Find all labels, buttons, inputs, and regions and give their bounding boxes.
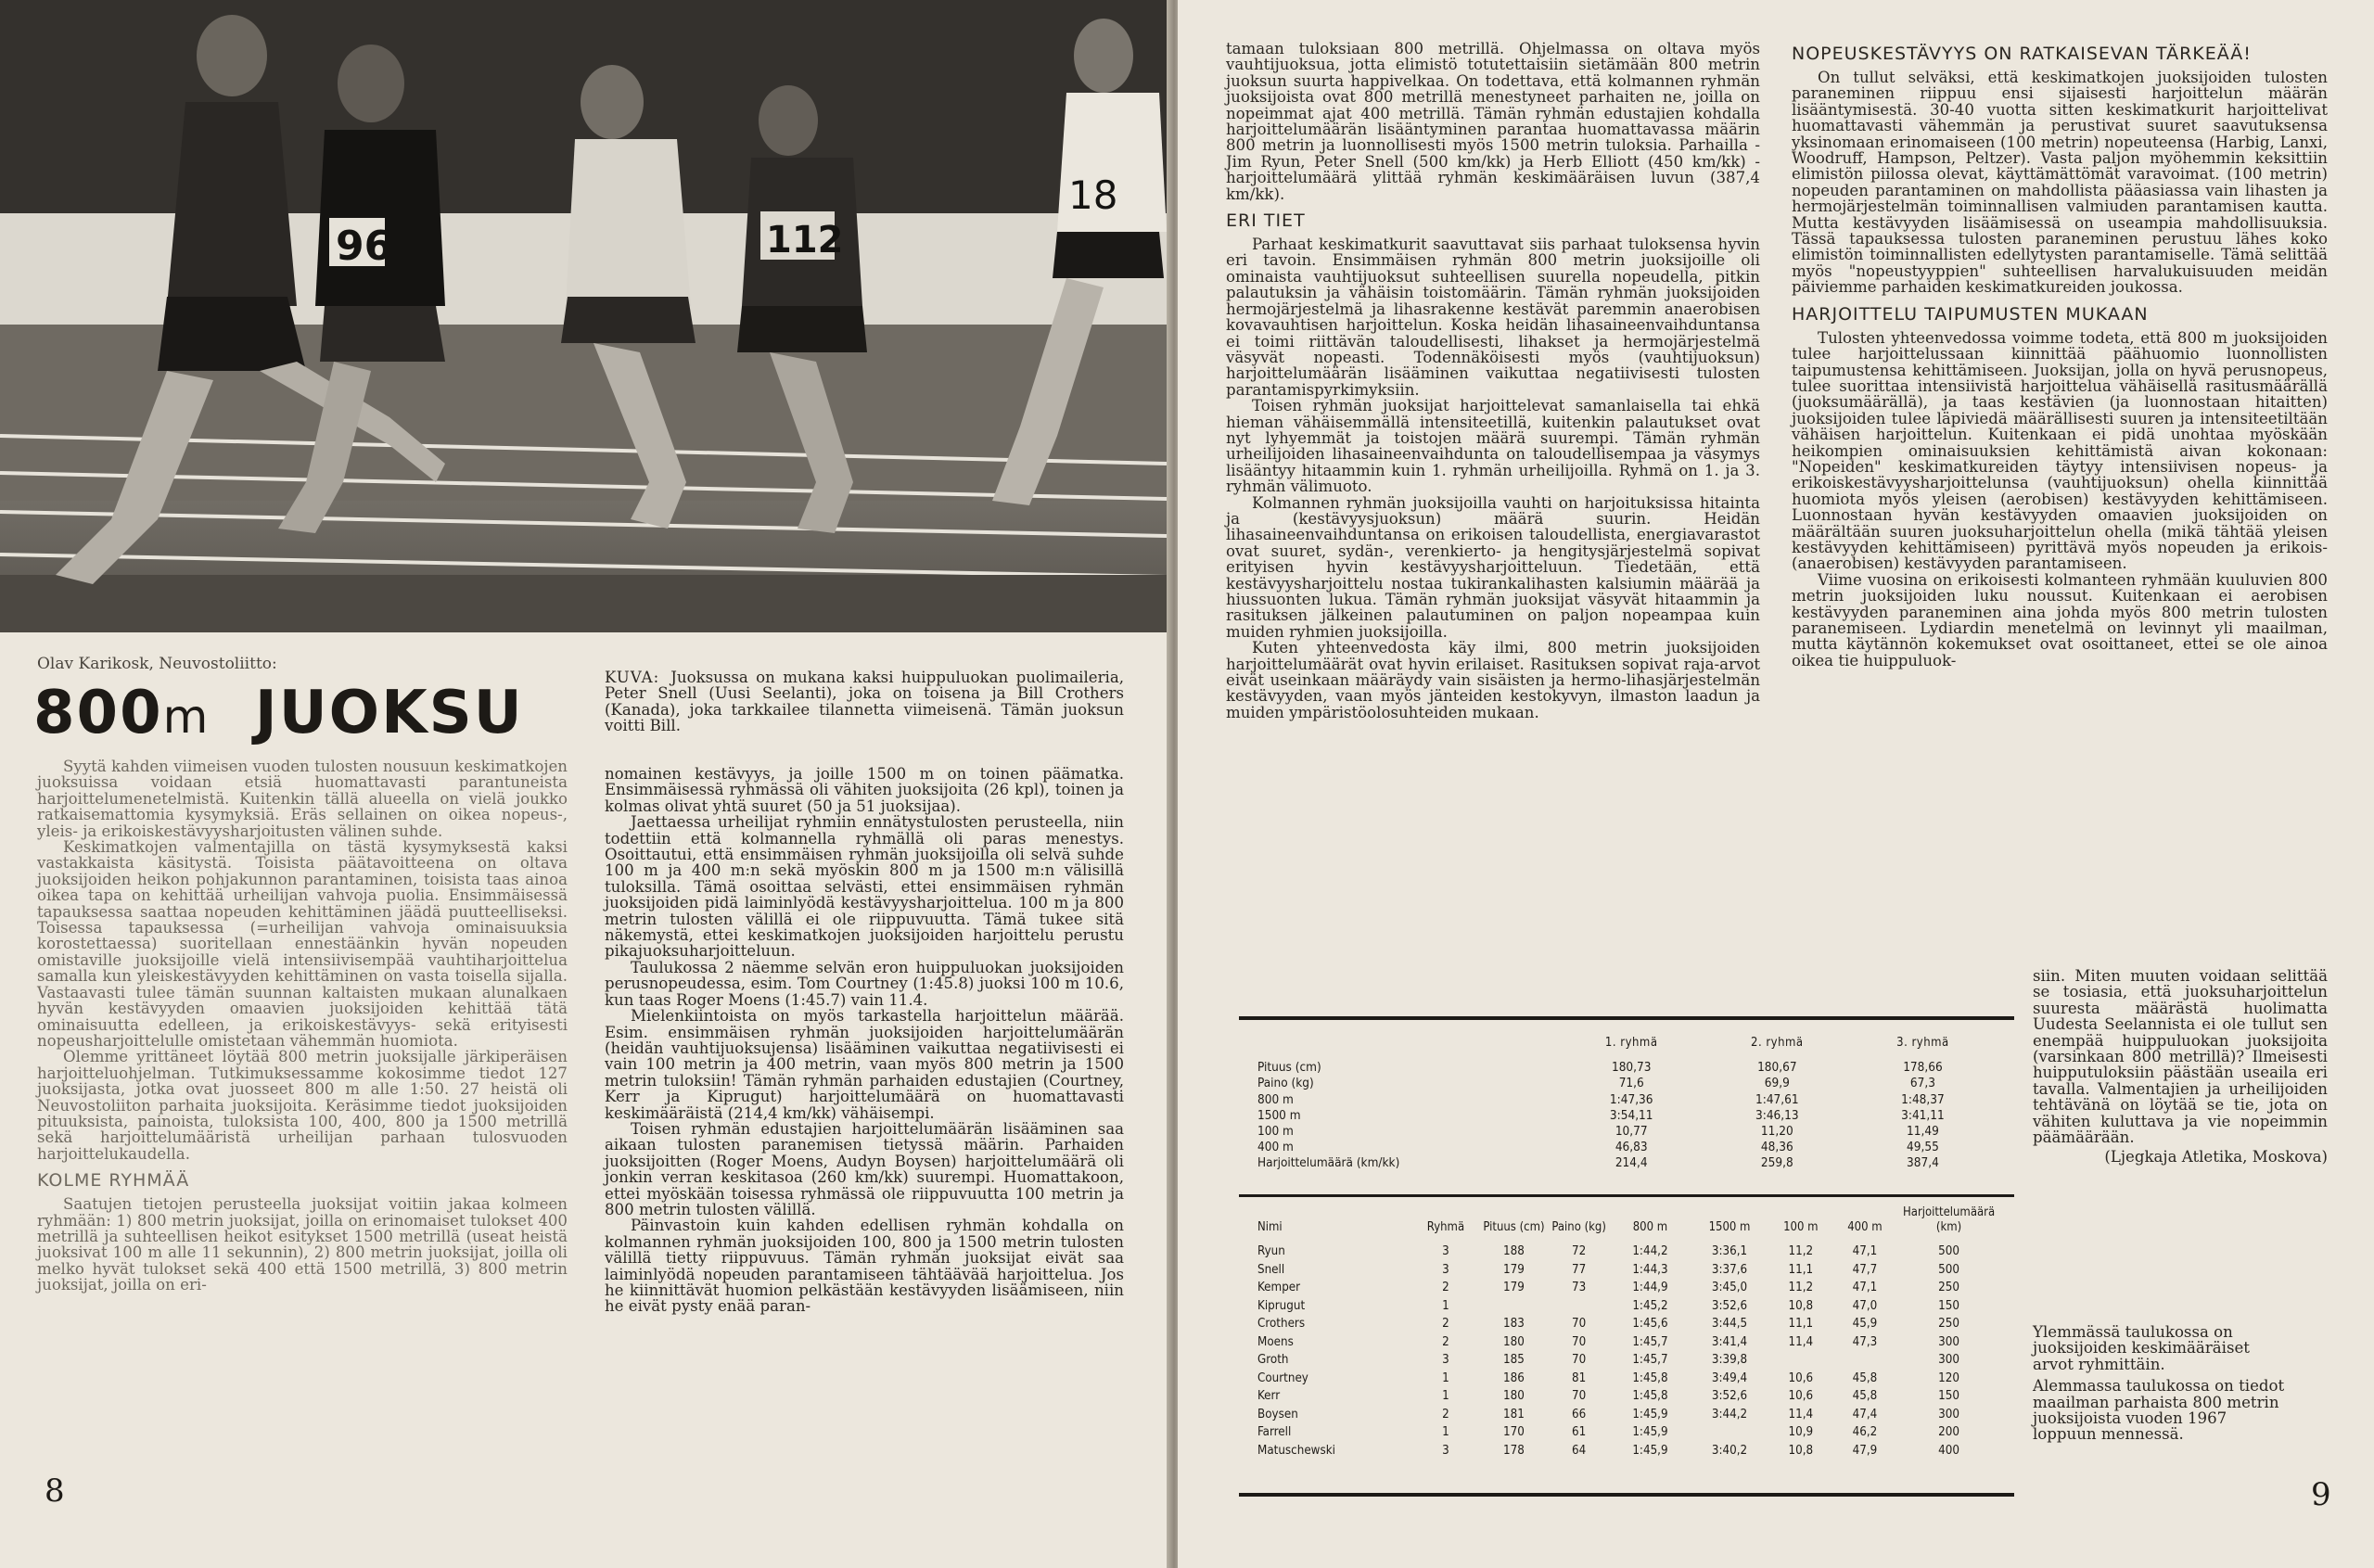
table-row xyxy=(1257,1423,1999,1442)
table-cell: 11,20 xyxy=(1760,1124,1793,1140)
table-cell: 1:45,8 xyxy=(1632,1389,1668,1403)
table-header-cell: Nimi xyxy=(1257,1220,1283,1234)
paragraph: Viime vuosina on erikoisesti kolmanteen ryhmään kuuluvien 800 metrin juoksijoiden luku noussut. Kuitenkaan ei aerobisen kestävyyden paraneminen aina johda myös 800 metrin tulosten paranemiseen. Lydiardin menetelmä on levinnyt yli maailman, mutta käytännön kokemukset ovat osoittaneet, ettei se ole ainoa oikea tie huippuluok- xyxy=(1792,570,2328,669)
table-cell: 3:41,11 xyxy=(1901,1107,1945,1123)
paragraph: tamaan tuloksiaan 800 metrillä. Ohjelmassa on oltava myös vauhtijuoksua, jotta elimistö totutettaisiin sietämään 800 metrin juoksun suurta happivelkaa. On todettava, että kolmannen ryhmän juoksijoista ovat 800 metrillä menestyneet parhaiten ne, joilla on nopeimmat ajat 400 metrillä. Tämän ryhmän edustajien kohdalla harjoittelumäärän lisääntyminen parantaa huomattavassa määrin 800 metrin ja luonnollisesti myös 1500 metrin tuloksia. Parhailla - Jim Ryun, Peter Snell (500 km/kk) ja Herb Elliott (450 km/kk) - harjoittelumäärä ylittää ryhmän keskimääräisen luvun (387,4 km/kk). xyxy=(1226,40,1760,203)
table-cell: Matuschewski xyxy=(1257,1443,1335,1458)
table-cell: 2 xyxy=(1442,1407,1449,1421)
byline: Olav Karikosk, Neuvostoliitto: xyxy=(37,655,277,673)
section-heading: NOPEUSKESTÄVYYS ON RATKAISEVAN TÄRKEÄÄ! xyxy=(1792,44,2252,64)
table-cell: 11,4 xyxy=(1788,1407,1814,1421)
table-cell: 500 xyxy=(1938,1244,1959,1258)
table-cell: 46,2 xyxy=(1852,1425,1878,1439)
paragraph: Toisen ryhmän edustajien harjoittelumäärän lisääminen saa aikaan tulosten paranemisen tietyssä määrin. Parhaiden juoksijoitten (Roger Moens, Audyn Boysen) harjoittelumäärä oli jonkin verran keskitasoa (260 km/kk) suurempi. Huomattakoon, ettei myöskään toisessa ryhmässä ole riippuvuutta 100 metrin ja 800 metrin tulosten välillä. xyxy=(605,1119,1124,1218)
table-cell: Kerr xyxy=(1257,1389,1281,1403)
table-cell: 47,1 xyxy=(1852,1244,1878,1258)
table-cell: 387,4 xyxy=(1907,1155,1939,1171)
table-rule-middle xyxy=(1239,1194,2014,1197)
table-cell: 1:45,6 xyxy=(1632,1317,1668,1331)
table-cell: 10,6 xyxy=(1788,1389,1814,1403)
table-cell: 1 xyxy=(1442,1370,1449,1385)
table-cell: Harjoittelumäärä (km/kk) xyxy=(1257,1155,1400,1171)
table-row xyxy=(1257,1315,1999,1333)
table-cell: 70 xyxy=(1572,1317,1587,1331)
table-cell: Boysen xyxy=(1257,1407,1298,1421)
table-cell xyxy=(1481,1297,1546,1316)
table-cell: Pituus (cm) xyxy=(1257,1060,1321,1076)
table-cell: 1:47,36 xyxy=(1609,1091,1653,1107)
table-row xyxy=(1257,1442,1999,1460)
table-row xyxy=(1257,1060,1996,1076)
table-cell: 180,67 xyxy=(1757,1060,1797,1076)
table-cell: 179 xyxy=(1503,1281,1525,1294)
table-cell: Farrell xyxy=(1257,1425,1292,1439)
table-cell: 11,1 xyxy=(1788,1262,1814,1277)
table-cell: 500 xyxy=(1938,1262,1959,1277)
paragraph: On tullut selväksi, että keskimatkojen juoksijoiden tulosten paraneminen riippuu ensi sijaisesti harjoittelun määrän lisääntymisestä. 30-40 vuotta sitten keskimatkurit harjoittelivat huomattavasti vähemmän ja perustivat suuret saavutuksensa yksinomaan erinomaiseen (100 metrin) nopeuteensa (Harbig, Lanxi, Woodruff, Hampson, Peltzer). Vasta paljon myöhemmin keksittiin elimistön piilossa olevat, käyttämättömät varavoimat. (100 metrin) nopeuden parantaminen on mahdollista pääasiassa vain lihasten ja hermojärjestelmän toiminnallisen valmiuden parantamisen kautta. Mutta kestävyyden lisäämisessä on useampia mahdollisuuksia. Tässä tapauksessa tulosten paraneminen perustuu lähes koko elimistön toiminnallisten edellytysten parantamiselle. Tämä selittää myös "nopeustyyppien" suhteellisen harvalukuisuuden meidän päiviemme parhaiden keskimatkureiden joukossa. xyxy=(1792,69,2328,297)
paragraph: Syytä kahden viimeisen vuoden tulosten nousuun keskimatkojen juoksuissa voidaan etsiä huomattavasti parantuneista harjoittelumenetelmistä. Kuitenkin tällä alueella on vielä joukko ratkaisemattomia kysymyksiä. Eräs sellainen on oikea nopeus-, yleis- ja erikoiskestävyysharjoitusten välinen suhde. xyxy=(37,758,568,840)
table-cell: 1:44,3 xyxy=(1632,1262,1668,1277)
table-cell: 1:45,2 xyxy=(1632,1298,1668,1313)
table-cell: 47,4 xyxy=(1852,1407,1878,1421)
table-cell: 186 xyxy=(1503,1370,1525,1385)
caption-text: Juoksussa on mukana kaksi huippuluokan puolimaileria, Peter Snell (Uusi Seelanti), joka on toisena ja Bill Crothers (Kanada), joka tarkkailee tilannetta viimeisenä. Tämän juoksun voitti Bill. xyxy=(605,669,1124,735)
page-number: 9 xyxy=(2311,1476,2331,1513)
table-cell xyxy=(1832,1351,1898,1370)
table-cell: Paino (kg) xyxy=(1257,1076,1314,1091)
bib-112: 112 xyxy=(766,219,844,261)
table-row xyxy=(1257,1297,1999,1316)
table-cell: 3:36,1 xyxy=(1711,1244,1748,1258)
paragraph: Toisen ryhmän juoksijat harjoittelevat samanlaisella tai ehkä hieman vähäisemmällä intensiteetillä, kuitenkin palautukset ovat nyt lyhyemmät ja toistojen määrä suurempi. Tämän ryhmän urheilijoiden lihasaineenvaihdunta on taloudellisempaa ja väsymys lisääntyy hitaammin kuin 1. ryhmän urheilijoilla. Ryhmä on 1. ja 3. ryhmän välimuoto. xyxy=(1226,397,1760,496)
table-cell: 70 xyxy=(1572,1334,1587,1349)
runners-image xyxy=(0,0,1167,632)
table-header-cell: 400 m xyxy=(1847,1220,1883,1234)
table-row xyxy=(1257,1351,1999,1370)
table-cell: 150 xyxy=(1938,1389,1959,1403)
table-rule-top xyxy=(1239,1016,2014,1020)
table-cell: Groth xyxy=(1257,1353,1289,1367)
table-cell: 1:47,61 xyxy=(1755,1091,1799,1107)
title-number: 800 xyxy=(33,679,163,747)
table-cell: 100 m xyxy=(1257,1124,1294,1140)
section-heading: HARJOITTELU TAIPUMUSTEN MUKAAN xyxy=(1792,303,2149,325)
table-cell: Ryun xyxy=(1257,1244,1285,1258)
table-cell: 67,3 xyxy=(1909,1076,1935,1091)
table-header-cell: Harjoittelumäärä (km) xyxy=(1902,1205,1996,1234)
table-cell: 250 xyxy=(1938,1281,1959,1294)
table-cell: 3:52,6 xyxy=(1711,1389,1748,1403)
paragraph: Keskimatkojen valmentajilla on tästä kysymyksestä kaksi vastakkaista käsitystä. Toisista päätavoitteena on oltava juoksijoiden heikon pohjakunnon parantaminen, toisista taas ainoa oikea tapa on kehittää urheilijan vahvoja puolia. Ensimmäisessä tapauksessa saattaa nopeuden kehittäminen jäädä puutteelliseksi. Toisessa tapauksessa (=urheilijan vahvoja ominaisuuksia korostettaessa) suoritellaan ennestäänkin hyvän nopeuden omistaville juoksijoille vielä intensiivisempää vauhtiharjoittelua samalla kun yleiskestävyyden kehittäminen on vasta toisella sijalla. Vastaavasti tulee tämän suunnan kaltaisten mukaan alunalkaen hyvän kestävyyden omaavien juoksijoiden kehittää tätä ominaisuutta edelleen, ja erikoiskestävyys- sekä erityisesti nopeusharjoittelulle omistetaan vähemmän huomiota. xyxy=(37,838,568,1050)
table-cell: 61 xyxy=(1572,1425,1587,1439)
table-cell: 1:48,37 xyxy=(1901,1091,1945,1107)
table-cell: 3:49,4 xyxy=(1711,1370,1748,1385)
table-cell: 2 xyxy=(1442,1281,1449,1294)
table-cell: 400 m xyxy=(1257,1140,1294,1155)
table-row xyxy=(1257,1333,1999,1352)
table-row xyxy=(1257,1279,1999,1297)
table-cell: 45,9 xyxy=(1852,1317,1878,1331)
table-cell: 10,6 xyxy=(1788,1370,1814,1385)
table-header-cell: 1. ryhmä xyxy=(1604,1036,1658,1050)
paragraph: Olemme yrittäneet löytää 800 metrin juoksijalle järkiperäisen harjoitteluohjelman. Tutkimuksessamme kokosimme tiedot 127 juoksijasta, jotka ovat juosseet 800 m alle 1:50. 27 heistä oli Neuvostoliiton parhaita juoksijoita. Keräsimme tiedot juoksijoiden pituuksista, painoista, tuloksista 100, 400, 800 ja 1500 metrillä sekä harjoittelumääristä urheilijan parhaan tulosvuoden harjoittelukaudella. xyxy=(37,1048,568,1163)
table-cell: 170 xyxy=(1503,1425,1525,1439)
table-cell: 3:46,13 xyxy=(1755,1107,1799,1123)
table-cell: 400 xyxy=(1938,1443,1959,1458)
table-header-cell: Pituus (cm) xyxy=(1483,1220,1545,1234)
table-cell: Snell xyxy=(1257,1262,1285,1277)
table-cell: 1:45,8 xyxy=(1632,1370,1668,1385)
table-header-cell: 1500 m xyxy=(1708,1220,1751,1234)
table-cell: Crothers xyxy=(1257,1317,1306,1331)
paragraph: Taulukossa 2 näemme selvän eron huippuluokan juoksijoiden perusnopeudessa, esim. Tom Courtney (1:45.8) juoksi 100 m 10.6, kun taas Roger Moens (1:45.7) vain 11.4. xyxy=(605,958,1124,1009)
table-cell: 11,2 xyxy=(1788,1281,1814,1294)
table-cell: 71,6 xyxy=(1618,1076,1644,1091)
table-cell: 47,7 xyxy=(1852,1262,1878,1277)
table-cell: 3 xyxy=(1442,1443,1449,1458)
table-cell: 46,83 xyxy=(1615,1140,1648,1155)
paragraph: Kolmannen ryhmän juoksijoilla vauhti on harjoituksissa hitainta ja (kestävyysjuoksun) määrä suurin. Heidän lihasaineenvaihduntansa on erikoisen taloudellista, energiavarastot ovat suuret, sydän-, verenkierto- ja hengitysjärjestelmä sopivat erityisen hyvin kestävyysharjoitteluun. Tiedetään, että kestävyysharjoittelu nostaa tukirankalihasten kalsiumin määrää ja hiussuonten lukua. Tämän ryhmän juoksijat väsyvät hitaammin ja rasituksen jälkeinen palautuminen on paljon nopeampaa kuin muiden ryhmien juoksijoilla. xyxy=(1226,493,1760,641)
table-cell: 300 xyxy=(1938,1407,1959,1421)
table-cell: 300 xyxy=(1938,1334,1959,1349)
table-cell: 180 xyxy=(1503,1334,1525,1349)
table-row xyxy=(1257,1108,1996,1124)
right-column-2-tail xyxy=(2033,968,2328,1166)
table-cell: 10,8 xyxy=(1788,1298,1814,1313)
table-cell: 180,73 xyxy=(1611,1060,1652,1076)
table-cell: Courtney xyxy=(1257,1370,1308,1385)
table-header-cell: 3. ryhmä xyxy=(1896,1036,1949,1050)
table-cell: 2 xyxy=(1442,1334,1449,1349)
table-rule-bottom xyxy=(1239,1493,2014,1497)
photo-caption xyxy=(605,669,1124,734)
table-row xyxy=(1257,1406,1999,1424)
table-cell: 188 xyxy=(1503,1244,1525,1258)
table-note xyxy=(2033,1324,2285,1443)
table-cell: 77 xyxy=(1572,1262,1587,1277)
paragraph: nomainen kestävyys, ja joille 1500 m on toinen päämatka. Ensimmäisessä ryhmässä oli vähiten juoksijoita (26 kpl), toinen ja kolmas olivat yhtä suuret (50 ja 51 juoksijaa). xyxy=(605,765,1124,815)
table-row xyxy=(1257,1092,1996,1108)
table-cell: 66 xyxy=(1572,1407,1587,1421)
right-column-1 xyxy=(1226,41,1760,720)
page-number: 8 xyxy=(45,1472,65,1510)
paragraph: Mielenkiintoista on myös tarkastella harjoittelun määrää. Esim. ensimmäisen ryhmän juoksijoiden harjoittelumäärän (heidän vauhtijuoksujensa) lisääminen vaikuttaa negatiivisesti ei vain 100 metrin ja 400 metrin, vaan myös 800 metrin ja 1500 metrin tuloksiin! Tämän ryhmän parhaiden edustajien (Courtney, Kerr ja Kiprugut) harjoittelumäärä on huomattavasti keskimääräistä (214,4 km/kk) vähäisempi. xyxy=(605,1007,1124,1122)
caption-label: KUVA: xyxy=(605,669,660,686)
table-header-row xyxy=(1257,1035,1996,1060)
section-heading: ERI TIET xyxy=(1226,210,1306,232)
group-averages-table xyxy=(1257,1035,1996,1172)
table-cell: 214,4 xyxy=(1615,1155,1648,1171)
top-runners-table xyxy=(1257,1205,1999,1460)
title-word: JUOKSU xyxy=(254,679,524,747)
table-cell: 3 xyxy=(1442,1262,1449,1277)
table-cell: Moens xyxy=(1257,1334,1294,1349)
left-column-2 xyxy=(605,766,1124,1315)
paragraph: siin. Miten muuten voidaan selittää se tosiasia, että juoksuharjoittelun suuresta määrästä huolimatta Uudesta Seelannista ei ole tullut sen enempää huippuluokan juoksijoita (varsinkaan 800 metrillä)? Ilmeisesti huipputuloksiin päästään useaila eri tavalla. Valmentajien ja urheilijoiden tehtävänä on löytää se tie, jota on vähiten kuluttava ja vie nopeimmin päämäärään. xyxy=(2033,967,2328,1147)
table-cell xyxy=(1689,1423,1770,1442)
title-unit: m xyxy=(162,690,211,744)
paragraph: Jaettaessa urheilijat ryhmiin ennätystulosten perusteella, niin todettiin että kolmannella ryhmällä oli paras menestys. Osoittautui, että ensimmäisen ryhmän juoksijoilla oli selvä suhde 100 m ja 400 m:n sekä myöskin 800 m ja 1500 m:n välisillä tuloksilla. Tämä osoittaa selvästi, ettei ensimmäisen ryhmän juoksijoiden pidä laiminlyödä kestävyysharjoittelua. 100 m ja 800 metrin tulosten välillä ei ole riippuvuutta. Tämä tukee sitä näkemystä, ettei keskimatkojen juoksijoiden harjoittelu perustu pikajuoksuharjoitteluun. xyxy=(605,813,1124,961)
table-cell: 45,8 xyxy=(1852,1389,1878,1403)
right-column-2 xyxy=(1792,45,2328,669)
table-cell: 11,49 xyxy=(1907,1124,1939,1140)
paragraph: Päinvastoin kuin kahden edellisen ryhmän kohdalla on kolmannen ryhmän juoksijoiden 100, 800 ja 1500 metrin tulosten välillä tietty riippuvuus. Tämän ryhmän juoksijat eivät saa laiminlyödä nopeuden parantamiseen tähtäävää harjoittelua. Jos he kiinnittävät huomion pelkästään kestävyyden lisäämiseen, niin he eivät pysty enää paran- xyxy=(605,1217,1124,1316)
table-cell: 72 xyxy=(1572,1244,1587,1258)
table-cell: 200 xyxy=(1938,1425,1959,1439)
table-cell: 183 xyxy=(1503,1317,1525,1331)
table-cell: 1 xyxy=(1442,1389,1449,1403)
table-cell: 3:40,2 xyxy=(1711,1443,1748,1458)
table-row xyxy=(1257,1370,1999,1388)
right-page xyxy=(1178,0,2374,1568)
table-header-cell: Paino (kg) xyxy=(1551,1220,1606,1234)
table-cell: 180 xyxy=(1503,1389,1525,1403)
table-cell: 185 xyxy=(1503,1353,1525,1367)
section-heading: KOLME RYHMÄÄ xyxy=(37,1170,190,1192)
table-header-cell xyxy=(1257,1035,1559,1060)
table-cell: 11,1 xyxy=(1788,1317,1814,1331)
table-cell: 47,1 xyxy=(1852,1281,1878,1294)
table-cell: 1 xyxy=(1442,1425,1449,1439)
table-cell: 3:45,0 xyxy=(1711,1281,1748,1294)
table-cell: 70 xyxy=(1572,1353,1587,1367)
table-cell: 1:45,9 xyxy=(1632,1407,1668,1421)
table-cell: 11,2 xyxy=(1788,1244,1814,1258)
table-header-cell: 2. ryhmä xyxy=(1751,1036,1804,1050)
table-cell: 73 xyxy=(1572,1281,1587,1294)
table-cell: 1:45,9 xyxy=(1632,1425,1668,1439)
table-cell: Kemper xyxy=(1257,1281,1301,1294)
article-title xyxy=(33,679,524,747)
table-cell: 49,55 xyxy=(1907,1140,1939,1155)
bib-96: 96 xyxy=(336,223,393,270)
table-cell: 1 xyxy=(1442,1298,1449,1313)
table-row xyxy=(1257,1243,1999,1261)
left-column-1 xyxy=(37,759,568,1294)
table-cell: 2 xyxy=(1442,1317,1449,1331)
table-cell: 3 xyxy=(1442,1353,1449,1367)
table-cell: Kiprugut xyxy=(1257,1298,1306,1313)
table-cell: 10,9 xyxy=(1788,1425,1814,1439)
table-cell: 47,0 xyxy=(1852,1298,1878,1313)
table-cell: 300 xyxy=(1938,1353,1959,1367)
table-cell: 10,77 xyxy=(1615,1124,1648,1140)
table-row xyxy=(1257,1155,1996,1171)
table-cell: 11,4 xyxy=(1788,1334,1814,1349)
table-cell: 64 xyxy=(1572,1443,1587,1458)
bib-18: 18 xyxy=(1068,172,1118,218)
table-header-cell: Ryhmä xyxy=(1426,1220,1465,1234)
table-cell: 3:54,11 xyxy=(1609,1107,1653,1123)
table-note-1: Ylemmässä taulukossa on juoksijoiden keskimääräiset arvot ryhmittäin. xyxy=(2033,1323,2250,1373)
table-row xyxy=(1257,1124,1996,1140)
table-cell: 178 xyxy=(1503,1443,1525,1458)
table-row xyxy=(1257,1261,1999,1280)
paragraph: Parhaat keskimatkurit saavuttavat siis parhaat tuloksensa hyvin eri tavoin. Ensimmäisen ryhmän 800 metrin juoksijoille oli ominaista vauhtijuoksut suhteellisen suurella nopeudella, pitkin palautuksin ja vähäisin toistomäärin. Tämän ryhmän juoksijoiden hermojärjestelmä ja lihasrakenne kestävät paremmin anaerobisen kovavauhtisen harjoittelun. Koska heidän lihasaineenvaihduntansa ei toimi riittävän taloudellisesti, lihakset ja hermojärjestelmä väsyvät nopeasti. Todennäköisesti myös (vauhtijuoksun) harjoittelumäärän lisääminen vaikuttaa negatiivisesti tulosten parantamispyrkimyksiin. xyxy=(1226,236,1760,399)
table-cell: 1:45,9 xyxy=(1632,1443,1668,1458)
table-cell: 150 xyxy=(1938,1298,1959,1313)
table-cell: 48,36 xyxy=(1760,1140,1793,1155)
table-cell: 3:37,6 xyxy=(1711,1262,1748,1277)
table-cell: 259,8 xyxy=(1760,1155,1793,1171)
table-cell: 3:52,6 xyxy=(1711,1298,1748,1313)
table-cell xyxy=(1547,1297,1612,1316)
table-header-row xyxy=(1257,1205,1999,1243)
table-cell: 1:44,9 xyxy=(1632,1281,1668,1294)
table-cell: 3:41,4 xyxy=(1711,1334,1748,1349)
table-cell: 1:44,2 xyxy=(1632,1244,1668,1258)
table-cell: 45,8 xyxy=(1852,1370,1878,1385)
paragraph: Kuten yhteenvedosta käy ilmi, 800 metrin juoksijoiden harjoittelumäärät ovat hyvin erilaiset. Rasituksen sopivat raja-arvot eivät useinkaan määräydy vain sisäisten ja hermo-lihasjärjestelmän kestävyyden, vaan myös jänteiden kestokyvyn, ilmaston laadun ja muiden ympäristöolosuhteiden mukaan. xyxy=(1226,639,1760,721)
table-cell: 81 xyxy=(1572,1370,1587,1385)
table-cell xyxy=(1770,1351,1832,1370)
table-cell: 3 xyxy=(1442,1244,1449,1258)
table-cell: 3:39,8 xyxy=(1711,1353,1748,1367)
table-cell: 800 m xyxy=(1257,1091,1294,1107)
left-page xyxy=(0,0,1170,1568)
table-cell: 181 xyxy=(1503,1407,1525,1421)
table-cell: 10,8 xyxy=(1788,1443,1814,1458)
table-cell: 179 xyxy=(1503,1262,1525,1277)
table-row xyxy=(1257,1140,1996,1155)
paragraph: Tulosten yhteenvedossa voimme todeta, että 800 m juoksijoiden tulee harjoittelussaan kiinnittää päähuomio luonnollisten taipumustensa kehittämiseen. Juoksijan, jolla on hyvä perusnopeus, tulee suorittaa intensiivistä harjoittelua vähäisellä rasitusmäärällä (juoksumäärällä), ja taas kestävien (ja luonnostaan hitaitten) juoksijoiden tulee läpiviedä määrällisesti suuren ja intensiteetiltään vähäisen harjoittelun. Kuitenkaan ei pidä unohtaa myöskään heikompien ominaisuuksien kehittämistä aivan kokonaan: "Nopeiden" keskimatkureiden täytyy intensiivisen nopeus- ja erikoiskestävyysharjoittelunsa (vauhtijuoksun) ohella kiinnittää huomiota myös yleisen (aerobisen) kestävyyden kehittämiseen. Luonnostaan hyvän kestävyyden omaavien juoksijoiden on määrältään suuren juoksuharjoittelun ohella (mikä tähtää yleisen kestävyyden kehittämiseen) pyrittävä myös nopeuden ja erikois- (anaerobisen) kestävyyden parantamiseen. xyxy=(1792,328,2328,573)
table-cell: 1500 m xyxy=(1257,1107,1301,1123)
table-cell: 178,66 xyxy=(1903,1060,1943,1076)
table-cell: 70 xyxy=(1572,1389,1587,1403)
table-cell: 47,9 xyxy=(1852,1443,1878,1458)
source-credit: (Ljegkaja Atletika, Moskova) xyxy=(2104,1148,2328,1166)
table-cell: 3:44,5 xyxy=(1711,1317,1748,1331)
table-cell: 250 xyxy=(1938,1317,1959,1331)
table-cell: 69,9 xyxy=(1764,1076,1790,1091)
table-cell: 3:44,2 xyxy=(1711,1407,1748,1421)
race-photo xyxy=(0,0,1167,632)
table-cell: 120 xyxy=(1938,1370,1959,1385)
table-row xyxy=(1257,1076,1996,1091)
table-cell: 1:45,7 xyxy=(1632,1353,1668,1367)
table-row xyxy=(1257,1387,1999,1406)
table-cell: 47,3 xyxy=(1852,1334,1878,1349)
table-note-2: Alemmassa taulukossa on tiedot maailman parhaista 800 metrin juoksijoista vuoden 1967 loppuun mennessä. xyxy=(2033,1377,2285,1444)
table-header-cell: 800 m xyxy=(1632,1220,1668,1234)
table-header-cell: 100 m xyxy=(1783,1220,1819,1234)
table-cell: 1:45,7 xyxy=(1632,1334,1668,1349)
paragraph: Saatujen tietojen perusteella juoksijat voitiin jakaa kolmeen ryhmään: 1) 800 metrin juoksijat, joilla on erinomaiset tulokset 400 metrillä ja suhteellisen heikot esitykset 1500 metrillä (useat heistä juoksivat 100 m alle 11 sekunnin), 2) 800 metrin juoksijat, joilla oli melko hyvät tulokset sekä 400 että 1500 metrillä, 3) 800 metrin juoksijat, joilla on eri- xyxy=(37,1195,568,1294)
